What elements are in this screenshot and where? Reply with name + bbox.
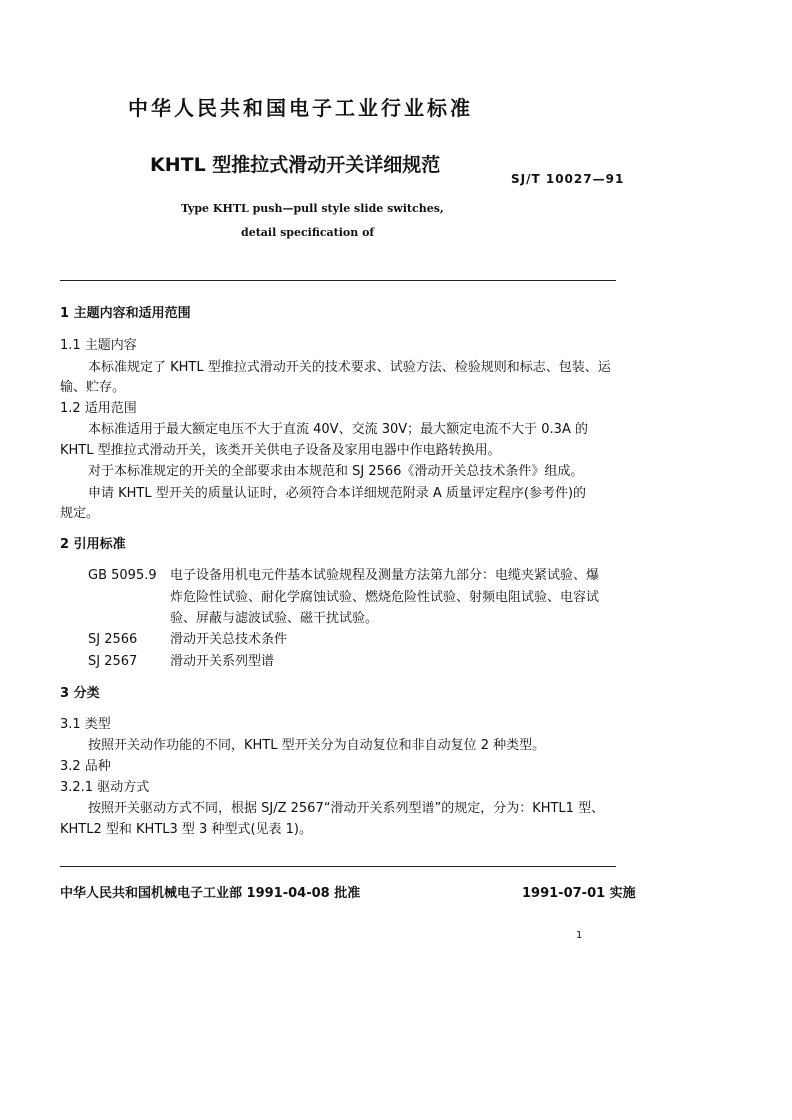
english-title-line-2: detail specification of [241,226,375,239]
reference-description-line: 炸危险性试验、耐化学腐蚀试验、燃烧危险性试验、射频电阻试验、电容试 [170,590,600,605]
reference-description-line: 验、屏蔽与滤波试验、磁干扰试验。 [170,611,379,626]
reference-code: SJ 2567 [88,654,138,669]
section-3-2-1-heading: 3.2.1 驱动方式 [60,780,150,795]
section-1-heading: 1 主题内容和适用范围 [60,306,191,321]
section-3-2-1-text-line-1: 按照开关驱动方式不同，根据 SJ/Z 2567“滑动开关系列型谱”的规定，分为：KHTL1 型、 [88,801,605,816]
section-2-heading: 2 引用标准 [60,537,126,552]
english-title-line-1: Type KHTL push—pull style slide switches, [181,202,444,215]
effective-date: 1991-07-01 实施 [522,886,636,901]
reference-description-line: 滑动开关总技术条件 [170,632,288,647]
section-3-2-heading: 3.2 品种 [60,759,111,774]
approval-line: 中华人民共和国机械电子工业部 1991-04-08 批准 [60,886,361,901]
standard-code: SJ/T 10027—91 [511,172,625,186]
section-1-2-text-line-1: 本标准适用于最大额定电压不大于直流 40V、交流 30V；最大额定电流不大于 0.3A 的 [88,422,588,437]
section-1-2-text-line-5: 规定。 [60,506,100,521]
section-1-1-heading: 1.1 主题内容 [60,338,137,353]
section-1-2-text-line-4: 申请 KHTL 型开关的质量认证时，必须符合本详细规范附录 A 质量评定程序(参考件)的 [88,486,587,501]
section-1-2-heading: 1.2 适用范围 [60,401,137,416]
section-1-1-text-line-1: 本标准规定了 KHTL 型推拉式滑动开关的技术要求、试验方法、检验规则和标志、包装、运 [88,360,611,375]
section-1-1-text-line-2: 输、贮存。 [60,380,126,395]
reference-description-line: 滑动开关系列型谱 [170,654,275,669]
standard-org-header: 中华人民共和国电子工业行业标准 [128,96,473,120]
section-3-1-heading: 3.1 类型 [60,717,111,732]
footer-divider [60,866,616,867]
header-divider [60,280,616,281]
section-1-2-text-line-3: 对于本标准规定的开关的全部要求由本规范和 SJ 2566《滑动开关总技术条件》组成。 [88,464,584,479]
reference-description-line: 电子设备用机电元件基本试验规程及测量方法第九部分：电缆夹紧试验、爆 [170,568,600,583]
reference-code: SJ 2566 [88,632,138,647]
section-3-heading: 3 分类 [60,686,100,701]
section-3-1-text: 按照开关动作功能的不同，KHTL 型开关分为自动复位和非自动复位 2 种类型。 [88,738,546,753]
section-3-2-1-text-line-2: KHTL2 型和 KHTL3 型 3 种型式(见表 1)。 [60,822,312,837]
reference-code: GB 5095.9 [88,568,157,583]
section-1-2-text-line-2: KHTL 型推拉式滑动开关，该类开关供电子设备及家用电器中作电路转换用。 [60,443,501,458]
document-title: KHTL 型推拉式滑动开关详细规范 [150,154,441,176]
page-number: 1 [576,930,583,941]
